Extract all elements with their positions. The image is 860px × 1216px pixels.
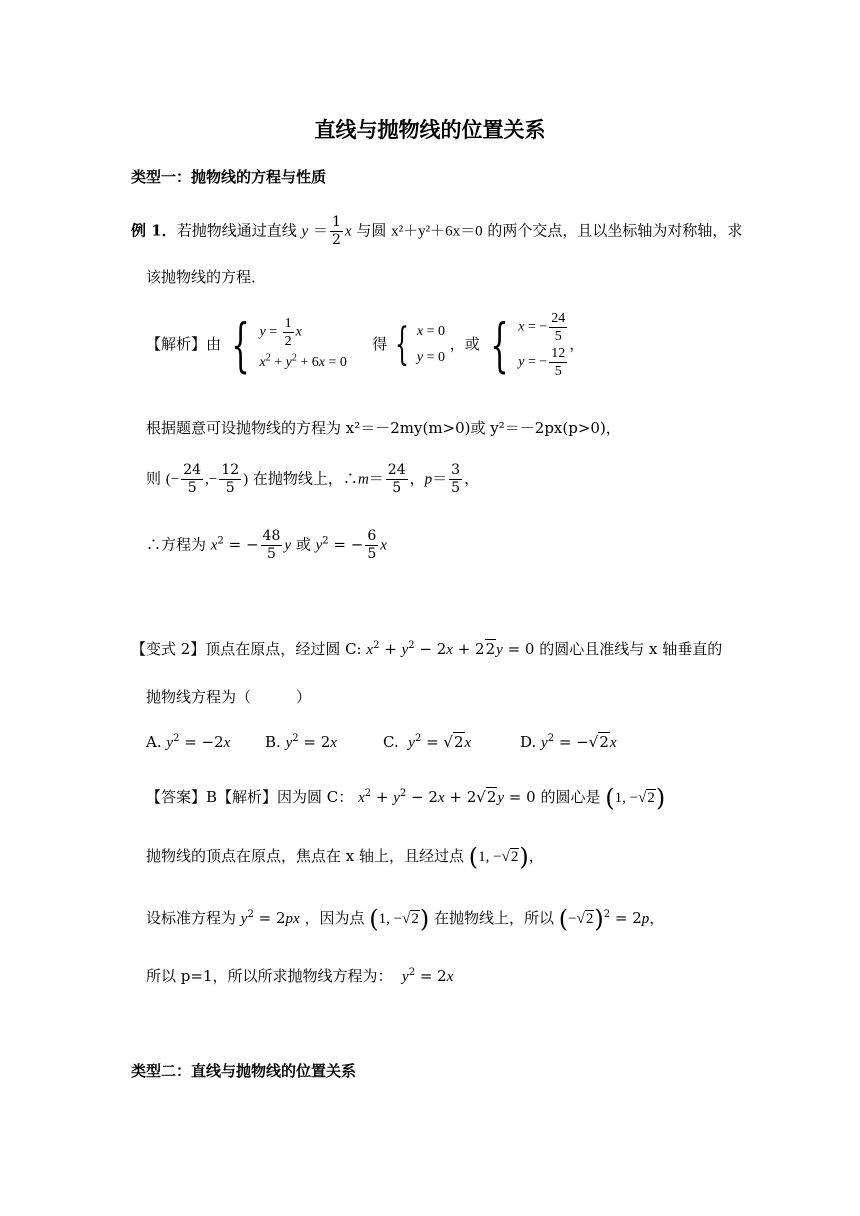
analysis-system: 【解析】由 { y = $\frac{1}{2}$ x $x^2 + y^2 + 6x = 0$ 得 { x = 0 y = 0 ，或 { x = − $\frac{24}{5}$ y = − $\frac{12}{5}$ ， — [146, 311, 585, 379]
section-heading-1: 类型一：抛物线的方程与性质 — [131, 168, 327, 186]
analysis-line-4: ∴方程为 $x^2$ = − $\frac{48}{5}$ y 或 $y^2$ = − $\frac{6}{5}$ x — [146, 528, 387, 562]
page-title: 直线与抛物线的位置关系 — [314, 117, 546, 142]
variant-line-1: 【变式 2】顶点在原点，经过圆 C: $x^2 + y^2 - 2x + 22y = 0$ 的圆心且准线与 x 轴垂直的 — [131, 640, 723, 658]
section-heading-2: 类型二：直线与抛物线的位置关系 — [131, 1062, 357, 1080]
example-1-line-2: 该抛物线的方程． — [146, 268, 267, 286]
option-b[interactable]: B. $y^2 = 2x$ — [265, 733, 337, 751]
option-c[interactable]: C. $y^2 = √2x$ — [383, 733, 472, 751]
variant-line-2: 抛物线方程为（ ） — [146, 688, 312, 706]
option-d[interactable]: D. $y^2 = -√2x$ — [520, 733, 617, 751]
option-a[interactable]: A. $y^2 = -2x$ — [146, 733, 231, 751]
answer-line-3: 设标准方程为 $y^2 = 2px$ ，因为点 (1, −√2) 在抛物线上，所以 $(-√2)^2 = 2p$， — [146, 905, 665, 933]
analysis-line-3: 则 (− $\frac{24}{5}$ ,− $\frac{12}{5}$ ) 在抛物线上，∴m＝ $\frac{24}{5}$ ，p＝ $\frac{3}{5}$ ， — [146, 462, 480, 496]
example-label: 例 1 — [131, 221, 162, 240]
analysis-line-2: 根据题意可设抛物线的方程为 x²＝－2my(m>0)或 y²＝－2px(p>0)， — [146, 419, 621, 437]
answer-line-4: 所以 p=1，所以所求抛物线方程为： $y^2 = 2x$ — [146, 967, 454, 985]
answer-line-1: 【答案】B【解析】因为圆 C： $x^2 + y^2 - 2x + 2√2y = 0$ 的圆心是 (1, −√2) — [146, 784, 666, 812]
example-1-line-1: 例 1．若抛物线通过直线 y ＝ $\frac{1}{2}$ x 与圆 x²＋y²＋6x＝0 的两个交点，且以坐标轴为对称轴，求 — [131, 214, 743, 248]
answer-line-2: 抛物线的顶点在原点，焦点在 x 轴上，且经过点 (1, −√2)， — [146, 843, 544, 871]
